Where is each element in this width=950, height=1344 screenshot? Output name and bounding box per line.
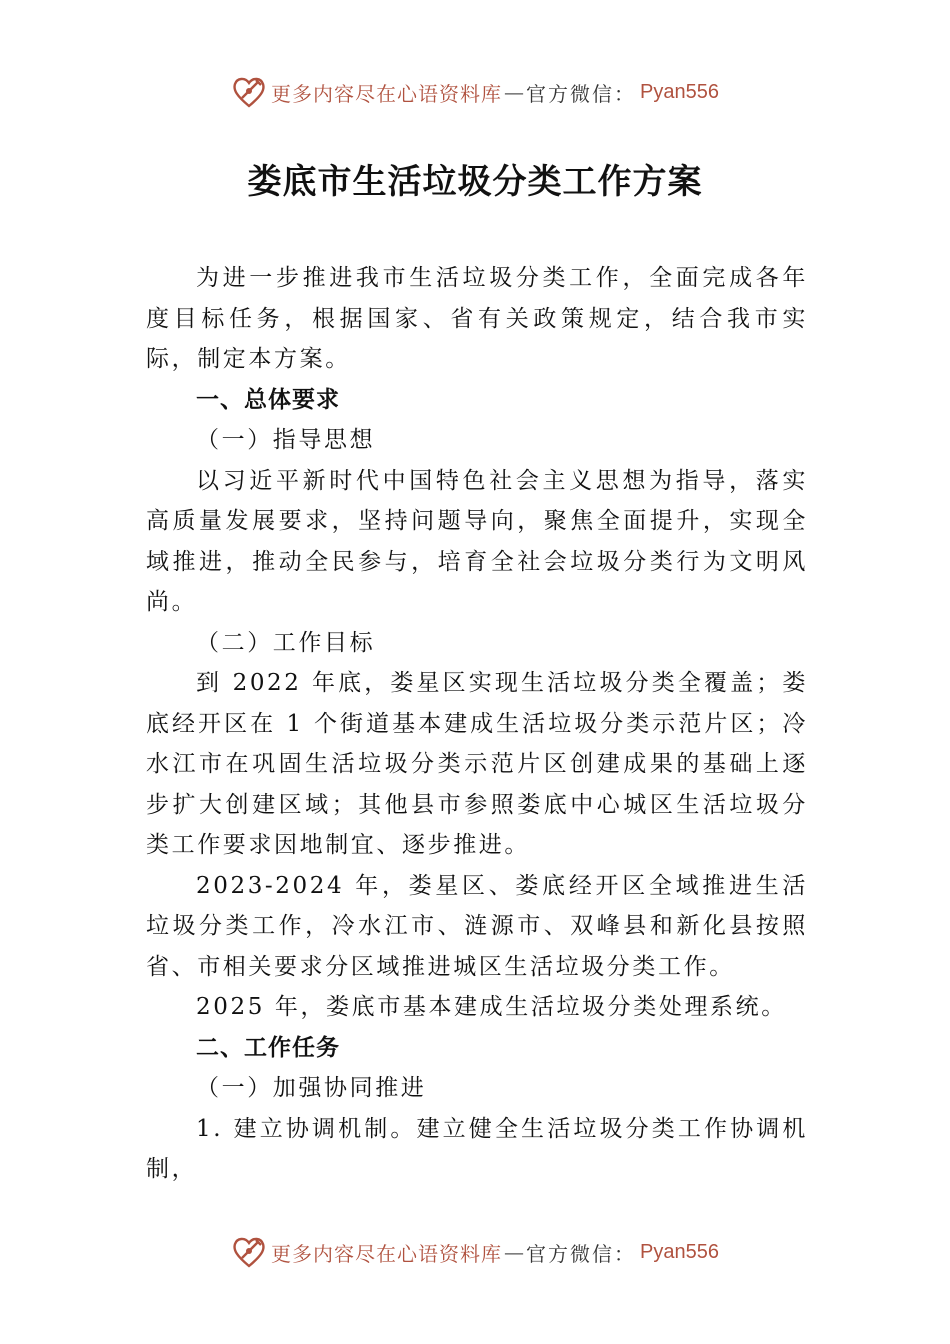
document-body (146, 258, 808, 1190)
paragraph-task-1: 1. 建立协调机制。建立健全生活垃圾分类工作协调机制， (146, 1115, 808, 1182)
watermark-wechat-id: Pyan556 (640, 80, 719, 103)
watermark-banner-top (0, 72, 950, 112)
document-title: 娄底市生活垃圾分类工作方案 (247, 162, 703, 202)
watermark-wechat-label: 官方微信： (526, 81, 637, 106)
subsection-heading-1-2: （二）工作目标 (196, 629, 376, 656)
paragraph-guiding-thought: 以习近平新时代中国特色社会主义思想为指导，落实高质量发展要求，坚持问题导向，聚焦全面提升，实现全域推进，推动全民参与，培育全社会垃圾分类行为文明风尚。 (146, 467, 808, 615)
paragraph-goal-2025: 2025 年，娄底市基本建成生活垃圾分类处理系统。 (196, 994, 787, 1020)
watermark-brand: 更多内容尽在心语资料库 (271, 1241, 503, 1266)
watermark-dash: — (504, 1240, 525, 1264)
heart-pen-logo-icon (231, 1234, 267, 1270)
watermark-wechat-label: 官方微信： (526, 1241, 637, 1266)
section-heading-1: 一、总体要求 (196, 386, 340, 413)
paragraph-intro: 为进一步推进我市生活垃圾分类工作，全面完成各年度目标任务，根据国家、省有关政策规定，结合我市实际，制定本方案。 (146, 265, 808, 372)
section-heading-2: 二、工作任务 (196, 1034, 340, 1061)
heart-pen-logo-icon (231, 74, 267, 110)
subsection-heading-1-1: （一）指导思想 (196, 427, 376, 453)
subsection-heading-2-1: （一）加强协同推进 (196, 1075, 427, 1101)
watermark-banner-bottom (0, 1232, 950, 1272)
watermark-brand: 更多内容尽在心语资料库 (271, 81, 503, 106)
watermark-wechat-id: Pyan556 (640, 1240, 719, 1263)
watermark-dash: — (504, 80, 525, 104)
paragraph-goal-2023: 2023-2024 年，娄星区、娄底经开区全域推进生活垃圾分类工作，冷水江市、涟源市、双峰县和新化县按照省、市相关要求分区域推进城区生活垃圾分类工作。 (146, 872, 808, 980)
paragraph-goal-2022: 到 2022 年底，娄星区实现生活垃圾分类全覆盖；娄底经开区在 1 个街道基本建成生活垃圾分类示范片区；冷水江市在巩固生活垃圾分类示范片区创建成果的基础上逐步扩大创建区域；其他县市参照娄底中心城区生活垃圾分类工作要求因地制宜、逐步推进。 (146, 670, 808, 858)
